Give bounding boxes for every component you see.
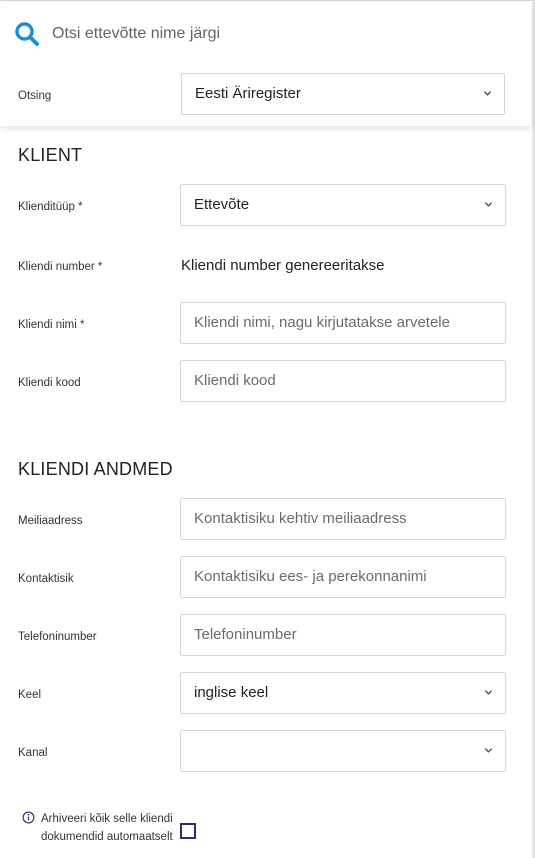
search-icon[interactable] [14, 21, 40, 47]
chevron-down-icon [484, 688, 493, 697]
client-code-label: Kliendi kood [18, 377, 81, 389]
contact-person-input[interactable] [180, 556, 506, 598]
chevron-down-icon [484, 200, 493, 209]
client-name-label: Kliendi nimi * [18, 319, 85, 331]
email-input[interactable] [180, 498, 506, 540]
client-number-label: Kliendi number * [18, 261, 103, 273]
language-value: inglise keel [194, 684, 269, 701]
language-select[interactable] [180, 672, 506, 714]
language-label: Keel [18, 689, 42, 701]
client-code-placeholder: Kliendi kood [194, 372, 276, 389]
email-label: Meiliaadress [18, 515, 83, 527]
info-icon[interactable] [22, 811, 35, 824]
phone-input[interactable] [180, 614, 506, 656]
company-search-title[interactable]: Otsi ettevõtte nime järgi [52, 25, 221, 42]
client-type-value: Ettevõte [194, 196, 250, 213]
chevron-down-icon [483, 89, 492, 98]
channel-select[interactable] [180, 730, 506, 772]
client-number-value: Kliendi number genereeritakse [181, 257, 385, 274]
client-name-placeholder: Kliendi nimi, nagu kirjutatakse arvetele [194, 314, 450, 331]
client-code-input[interactable] [180, 360, 506, 402]
archive-documents-checkbox[interactable] [180, 823, 196, 839]
email-placeholder: Kontaktisiku kehtiv meiliaadress [194, 510, 407, 527]
client-type-label: Klienditüüp * [18, 201, 83, 213]
archive-documents-label: Arhiveeri kõik selle kliendi dokumendid automaatselt [41, 813, 173, 843]
contact-person-placeholder: Kontaktisiku ees- ja perekonnanimi [194, 568, 427, 585]
client-name-input[interactable] [180, 302, 506, 344]
client-section-title: KLIENT [18, 145, 83, 165]
channel-label: Kanal [18, 747, 48, 759]
search-source-label: Otsing [18, 90, 52, 102]
phone-placeholder: Telefoninumber [194, 626, 297, 643]
phone-label: Telefoninumber [18, 631, 97, 643]
search-source-value: Eesti Äriregister [195, 85, 301, 102]
chevron-down-icon [484, 746, 493, 755]
client-type-select[interactable] [180, 184, 506, 226]
contact-person-label: Kontaktisik [18, 573, 74, 585]
client-details-section-title: KLIENDI ANDMED [18, 459, 173, 479]
company-search-panel [0, 1, 531, 126]
search-source-select[interactable] [181, 73, 505, 115]
